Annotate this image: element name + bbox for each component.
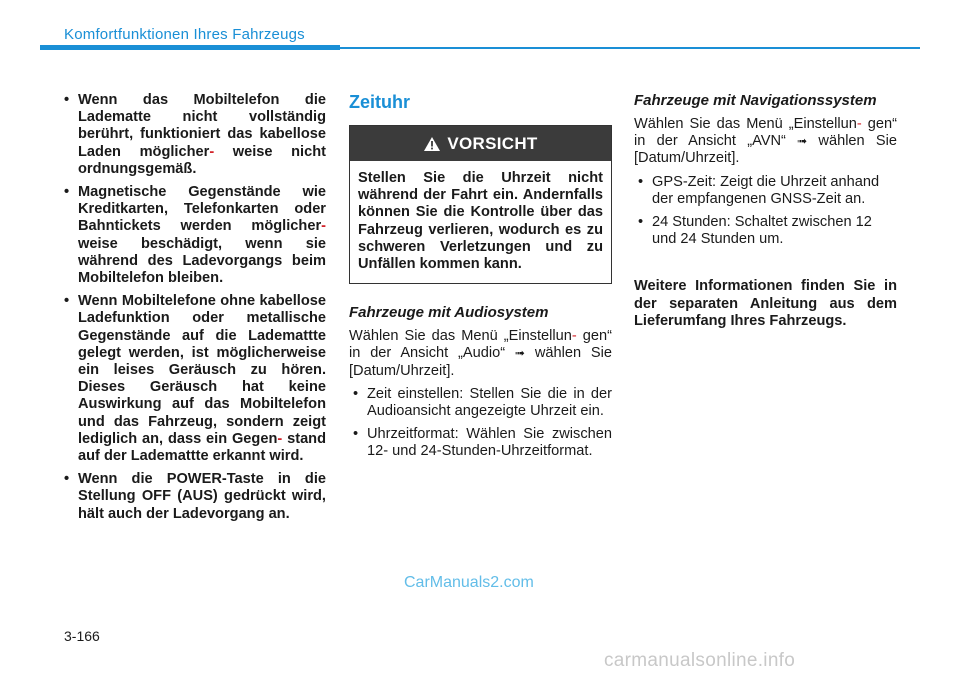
- list-item: • Magnetische Gegenstände wie Kreditkarten, Telefonkarten oder Bahntickets werden möglicher- weise beschädigt, wenn sie während des Ladevorgangs beim Mobiltelefon bleiben.: [60, 184, 326, 287]
- arrow-icon: ➟: [797, 134, 808, 149]
- watermark-link[interactable]: CarManuals2.com: [404, 574, 534, 591]
- warning-triangle-icon: [423, 136, 441, 152]
- audio-subheading: Fahrzeuge mit Audiosystem: [349, 304, 549, 322]
- more-info-note: Weitere Informationen finden Sie in der separaten Anleitung aus dem Lieferumfang Ihres Fahrzeugs.: [634, 278, 897, 329]
- list-item: • 24 Stunden: Schaltet zwischen 12 und 24 Stunden um.: [634, 214, 897, 248]
- header-rule-thin: [340, 47, 920, 49]
- audio-intro: Wählen Sie das Menü „Einstellun- gen“ in der Ansicht „Audio“ ➟ wählen Sie [Datum/Uhrzeit].: [349, 328, 612, 379]
- middle-column: [349, 92, 612, 467]
- list-item: • Uhrzeitformat: Wählen Sie zwischen 12- und 24-Stunden-Uhrzeitformat.: [349, 426, 612, 460]
- section-heading-zeituhr: Zeituhr: [349, 92, 410, 112]
- list-item: • Wenn Mobiltelefone ohne kabellose Ladefunktion oder metallische Gegenstände auf die Lademattte gelegt werden, ist möglicherweise ein leises Geräusch zu hören. Dieses Geräusch hat keine Auswirkung auf das Mobiltelefon und das Fahrzeug, sondern zeigt lediglich an, dass ein Gegen- stand auf der Lademattte erkannt wird.: [60, 293, 326, 465]
- caution-box: [349, 125, 612, 284]
- page-number: 3-166: [64, 628, 100, 644]
- section-header-title: Komfortfunktionen Ihres Fahrzeugs: [64, 26, 305, 43]
- navigation-bullet-list: [634, 174, 897, 249]
- audio-bullet-list: [349, 386, 612, 461]
- right-column: [634, 92, 897, 330]
- footer-watermark: carmanualsonline.info: [604, 650, 796, 671]
- caution-header: [350, 126, 611, 161]
- navigation-intro: Wählen Sie das Menü „Einstellun- gen“ in der Ansicht „AVN“ ➟ wählen Sie [Datum/Uhrzeit].: [634, 116, 897, 167]
- list-item: • Wenn die POWER-Taste in die Stellung OFF (AUS) gedrückt wird, hält auch der Ladevorgang an.: [60, 471, 326, 523]
- list-item: • GPS-Zeit: Zeigt die Uhrzeit anhand der empfangenen GNSS-Zeit an.: [634, 174, 897, 208]
- navigation-subheading: Fahrzeuge mit Navigationssystem: [634, 92, 877, 109]
- list-item: • Wenn das Mobiltelefon die Ladematte nicht vollständig berührt, funktioniert das kabellose Laden möglicher- weise nicht ordnungsgemäß.: [60, 92, 326, 178]
- left-column: [60, 92, 326, 529]
- caution-title: VORSICHT: [447, 133, 538, 153]
- header-rule-thick: [40, 45, 340, 50]
- caution-body: Stellen Sie die Uhrzeit nicht während der Fahrt ein. Andernfalls können Sie die Kontrolle über das Fahrzeug verlieren, wodurch es zu schweren Verletzungen und zu Unfällen kommen kann.: [358, 170, 603, 273]
- left-bullet-list: [60, 92, 326, 523]
- arrow-icon: ➟: [514, 346, 525, 361]
- list-item: • Zeit einstellen: Stellen Sie die in der Audioansicht angezeigte Uhrzeit ein.: [349, 386, 612, 420]
